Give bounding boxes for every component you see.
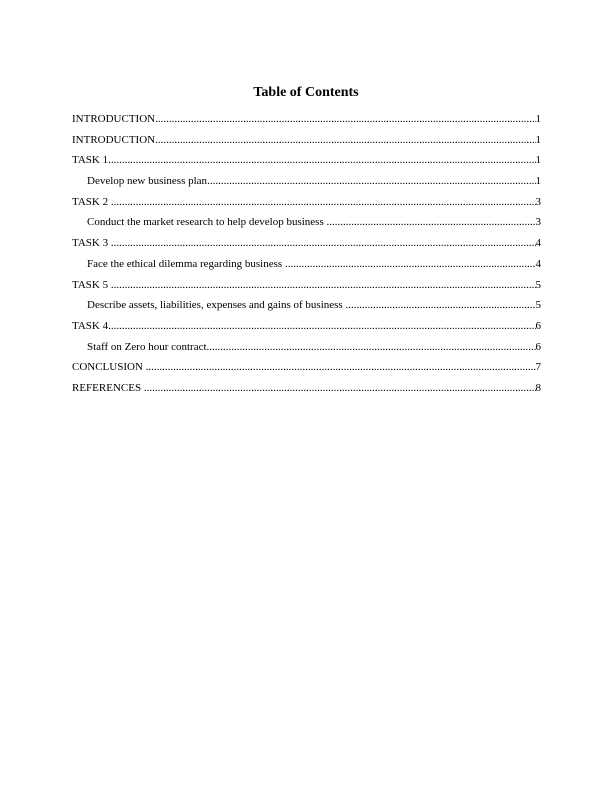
- toc-page-number: 6: [535, 340, 541, 353]
- toc-page-number: 6: [535, 319, 541, 332]
- toc-dot-leader: [146, 360, 536, 374]
- toc-dot-leader: [345, 298, 535, 312]
- toc-dot-leader: [155, 112, 535, 126]
- toc-dot-leader: [108, 319, 535, 333]
- table-of-contents: [72, 112, 541, 402]
- toc-page-number: 4: [535, 237, 541, 250]
- toc-entry[interactable]: [72, 112, 541, 133]
- toc-page-number: 8: [535, 381, 541, 394]
- toc-entry[interactable]: [72, 278, 541, 299]
- toc-dot-leader: [111, 236, 536, 250]
- toc-page-number: 1: [535, 113, 541, 125]
- toc-dot-leader: [144, 381, 536, 395]
- toc-entry[interactable]: [72, 236, 541, 257]
- toc-entry-text: Staff on Zero hour contract: [87, 340, 207, 353]
- toc-page-number: 5: [535, 299, 541, 312]
- toc-entry[interactable]: [72, 257, 541, 278]
- toc-entry-text: TASK 1: [72, 154, 109, 167]
- toc-entry[interactable]: [72, 360, 541, 381]
- toc-entry-text: INTRODUCTION: [72, 133, 156, 146]
- toc-entry[interactable]: [72, 133, 541, 154]
- toc-entry-text: Conduct the market research to help develop business: [87, 216, 324, 229]
- toc-page-number: 1: [535, 133, 541, 146]
- toc-page-number: 1: [535, 175, 541, 188]
- toc-dot-leader: [207, 174, 535, 188]
- toc-page-number: 7: [535, 361, 541, 374]
- toc-dot-leader: [111, 278, 536, 292]
- toc-entry-text: TASK 2: [72, 195, 109, 208]
- toc-entry-text: Develop new business plan: [87, 175, 208, 188]
- toc-entry[interactable]: [72, 215, 541, 236]
- toc-dot-leader: [155, 133, 535, 147]
- toc-dot-leader: [111, 195, 536, 209]
- toc-dot-leader: [207, 340, 536, 354]
- toc-entry-text: INTRODUCTION: [72, 113, 156, 125]
- toc-entry-text: TASK 5: [72, 278, 109, 291]
- toc-page-number: 4: [535, 257, 541, 270]
- toc-entry-text: Face the ethical dilemma regarding business: [87, 257, 283, 270]
- toc-entry[interactable]: [72, 298, 541, 319]
- toc-entry-text: TASK 4: [72, 319, 109, 332]
- toc-entry[interactable]: [72, 381, 541, 402]
- toc-page-number: 1: [535, 154, 541, 167]
- toc-entry-text: Describe assets, liabilities, expenses and gains of business: [87, 299, 343, 312]
- toc-entry[interactable]: [72, 174, 541, 195]
- toc-entry-text: REFERENCES: [72, 381, 142, 394]
- toc-entry-text: TASK 3: [72, 237, 109, 250]
- toc-entry[interactable]: [72, 319, 541, 340]
- toc-entry[interactable]: [72, 340, 541, 361]
- toc-dot-leader: [327, 215, 536, 229]
- toc-entry-text: CONCLUSION: [72, 361, 143, 374]
- toc-entry[interactable]: [72, 153, 541, 174]
- toc-entry[interactable]: [72, 195, 541, 216]
- toc-dot-leader: [108, 153, 535, 167]
- toc-page-number: 3: [535, 195, 541, 208]
- toc-dot-leader: [285, 257, 536, 271]
- toc-title: Table of Contents: [253, 85, 359, 100]
- toc-page-number: 5: [535, 278, 541, 291]
- toc-page-number: 3: [535, 216, 541, 229]
